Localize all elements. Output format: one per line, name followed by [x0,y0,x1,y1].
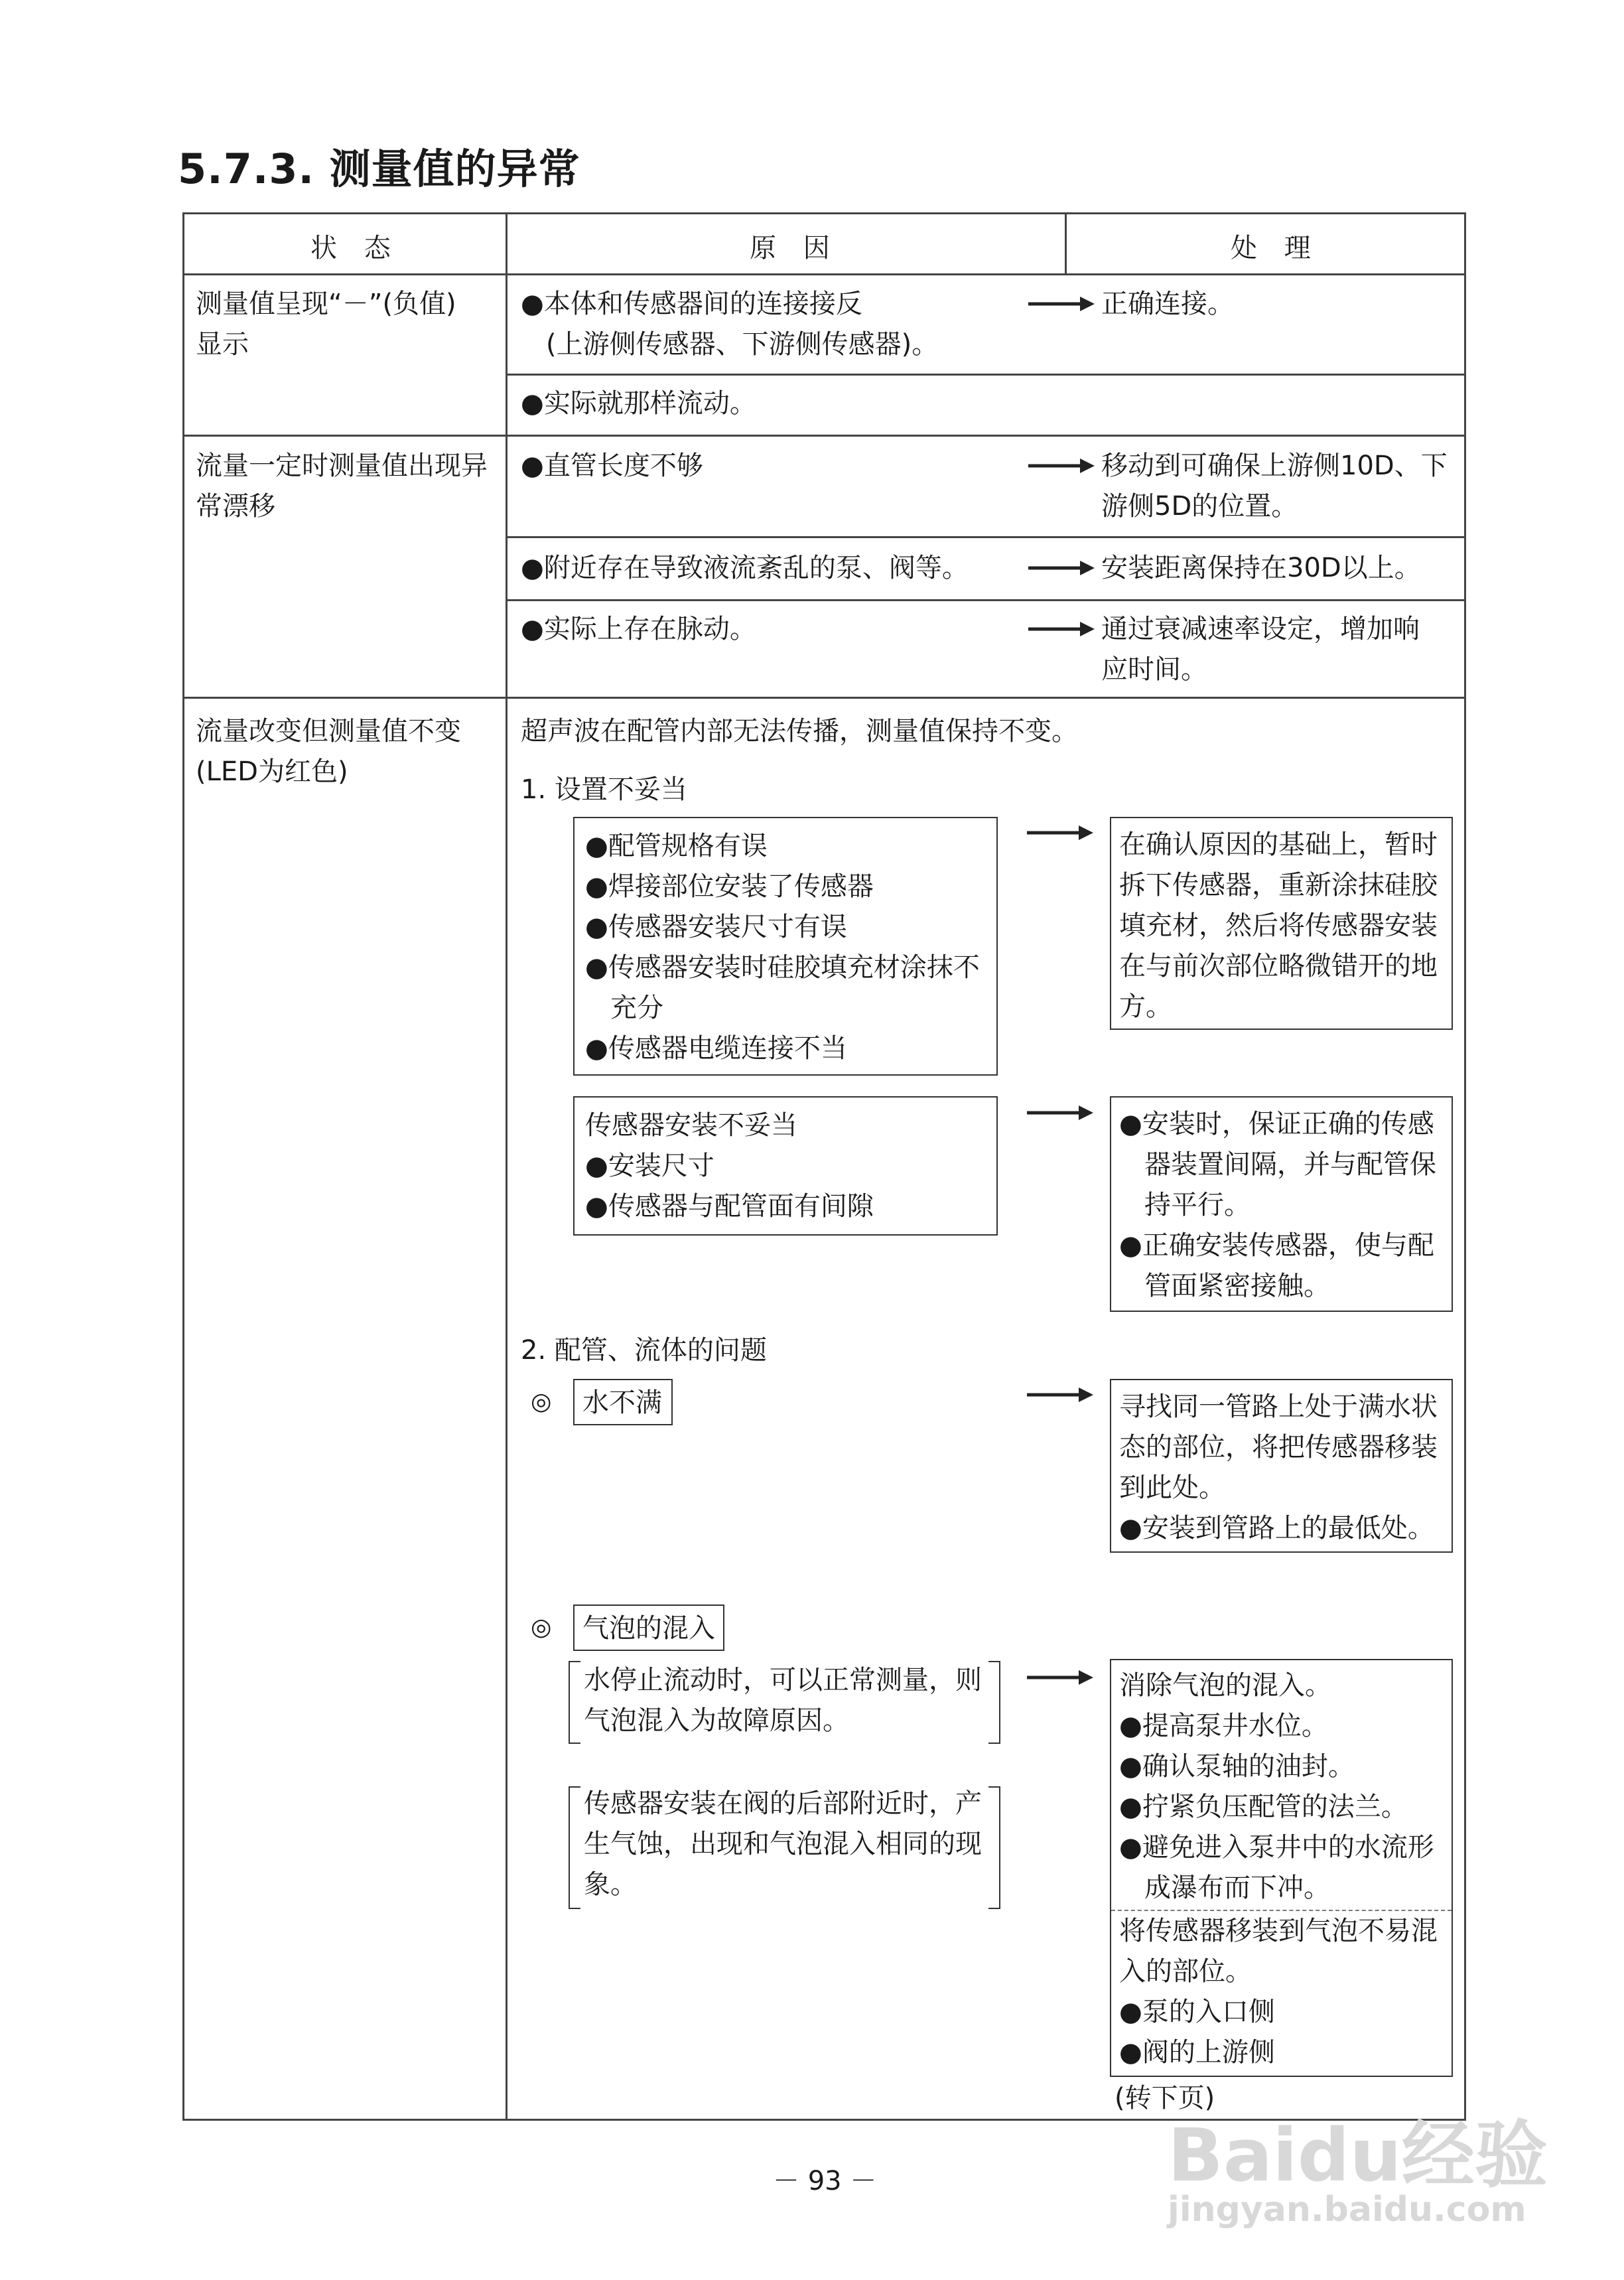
water-label-box: 水不满 [573,1379,673,1425]
section2-title: 2. 配管、流体的问题 [521,1335,767,1366]
action-box-1: 在确认原因的基础上，暂时 拆下传感器，重新涂抹硅胶 填充材，然后将传感器安装 在与前次部位略微错开的地 方。 [1110,817,1453,1030]
water-action-box: 寻找同一管路上处于满水状 态的部位，将把传感器移装 到此处。 ●安装到管路上的最低处。 [1110,1379,1453,1553]
row2-cause3: ●实际上存在脉动。 [521,614,756,644]
continued-note: (转下页) [1115,2083,1215,2113]
row2-cause1: ●直管长度不够 [521,451,703,481]
cause-box-1: ●配管规格有误 ●焊接部位安装了传感器 ●传感器安装尺寸有误 ●传感器安装时硅胶填充材涂抹不 充分 ●传感器电缆连接不当 [573,817,998,1076]
page-number: － 93 － [773,2166,877,2196]
section1-title: 1. 设置不妥当 [521,774,687,805]
row3-state: 流量改变但测量值不变 (LED为红色) [196,716,461,787]
watermark-url: jingyan.baidu.com [1168,2190,1526,2230]
watermark-logo: Baidu经验 [1168,2113,1548,2198]
bracket-right [988,1786,1000,1909]
header-state: 状 态 [310,233,400,263]
arrow-icon [1027,1103,1093,1123]
arrow-icon [1028,558,1095,578]
arrow-icon [1027,823,1093,843]
bracket-right [988,1661,1000,1744]
cause-box-2: 传感器安装不妥当 ●安装尺寸 ●传感器与配管面有间隙 [573,1096,998,1236]
header-cause: 原 因 [750,233,839,263]
bubble-note-1: 水停止流动时，可以正常测量，则 气泡混入为故障原因。 [584,1665,982,1736]
arrow-icon [1027,1668,1093,1687]
bubble-action-box: 消除气泡的混入。 ●提高泵井水位。 ●确认泵轴的油封。 ●拧紧负压配管的法兰。 ●避免进入泵井中的水流形 成瀑布而下冲。 将传感器移装到气泡不易混 入的部位。 ●泵的入口侧 ●阀的上游侧 [1110,1659,1453,2077]
arrow-icon [1028,619,1095,639]
row1-cause2: ●实际就那样流动。 [521,388,756,419]
bubble-label-box: 气泡的混入 [573,1604,724,1651]
row2-action3: 通过衰减速率设定，增加响 应时间。 [1101,614,1420,685]
row2-action2: 安装距离保持在30D以上。 [1101,553,1421,583]
arrow-icon [1028,294,1095,314]
row1-action1: 正确连接。 [1101,289,1234,319]
row1-cause1: ●本体和传感器间的连接接反 (上游侧传感器、下游侧传感器)。 [521,289,939,360]
double-circle-icon: ◎ [531,1614,552,1641]
row2-state: 流量一定时测量值出现异 常漂移 [196,451,488,522]
bubble-note-2: 传感器安装在阀的后部附近时，产 生气蚀，出现和气泡混入相同的现 象。 [584,1788,982,1900]
double-circle-icon: ◎ [531,1388,552,1415]
row2-action1: 移动到可确保上游侧10D、下 游侧5D的位置。 [1101,451,1448,522]
row1-state: 测量值呈现“－”(负值) 显示 [196,289,456,360]
arrow-icon [1027,1385,1093,1405]
bracket-left [569,1786,580,1909]
arrow-icon [1028,456,1095,476]
row3-intro: 超声波在配管内部无法传播，测量值保持不变。 [521,716,1078,747]
bracket-left [569,1661,580,1744]
section-title: 5.7.3. 测量值的异常 [178,145,580,193]
header-action: 处 理 [1231,233,1320,263]
action-box-2: ●安装时，保证正确的传感 器装置间隔，并与配管保 持平行。 ●正确安装传感器，使与配 管面紧密接触。 [1110,1096,1453,1312]
row2-cause2: ●附近存在导致液流紊乱的泵、阀等。 [521,553,969,583]
